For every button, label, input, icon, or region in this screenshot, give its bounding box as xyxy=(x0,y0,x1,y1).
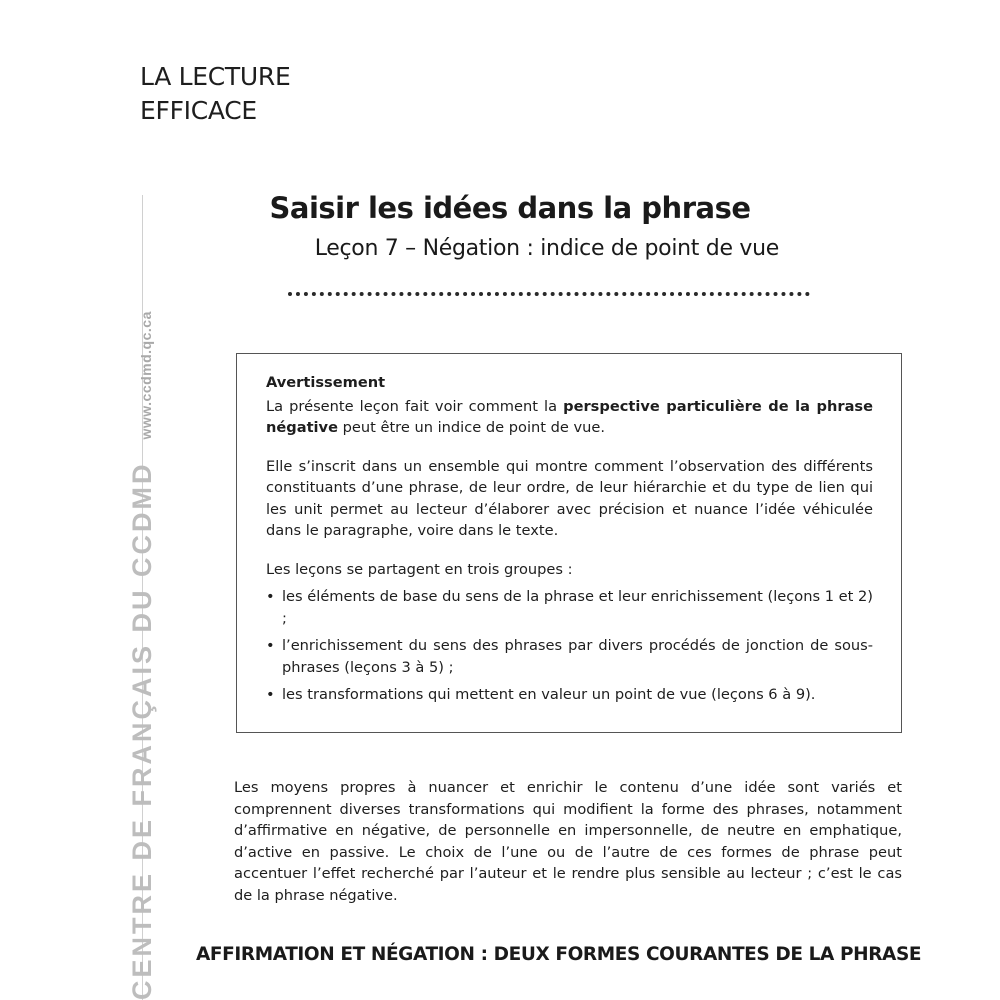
list-item xyxy=(266,586,873,629)
notice-box xyxy=(236,353,902,733)
bullet-icon: • xyxy=(266,637,275,654)
notice-paragraph-3: Les leçons se partagent en trois groupes : xyxy=(266,560,573,578)
page-title: Saisir les idées dans la phrase xyxy=(269,191,751,225)
list-item-text: les transformations qui mettent en valeur un point de vue (leçons 6 à 9). xyxy=(282,686,816,703)
sidebar-url: www.ccdmd.qc.ca xyxy=(138,311,154,440)
series-title-line-1: LA LECTURE xyxy=(140,62,291,91)
notice-p1-bold: perspective particulière de la phrase négative xyxy=(266,397,874,436)
notice-heading: Avertissement xyxy=(266,374,386,391)
notice-paragraph-1 xyxy=(266,396,873,439)
notice-p1-text-end: peut être un indice de point de vue. xyxy=(337,419,605,436)
bullet-icon: • xyxy=(266,588,275,605)
sidebar-branding xyxy=(127,311,158,1000)
list-item xyxy=(266,635,873,678)
lesson-groups-list xyxy=(266,586,873,706)
lesson-subtitle: Leçon 7 – Négation : indice de point de vue xyxy=(314,236,779,261)
notice-p1-text: La présente leçon fait voir comment la xyxy=(266,397,564,415)
sidebar-brand: CENTRE DE FRANÇAIS DU CCDMD xyxy=(127,461,157,1000)
bullet-icon: • xyxy=(266,686,275,703)
notice-paragraph-2: Elle s’inscrit dans un ensemble qui montre comment l’observation des différents constituants d’une phrase, de leur ordre, de leur hiérarchie et du type de lien qui les unit permet au lecteur d’élaborer avec précision et nuance l’idée véhiculée dans le paragraphe, voire dans le texte. xyxy=(266,457,873,539)
intro-paragraph: Les moyens propres à nuancer et enrichir le contenu d’une idée sont variés et comprennent diverses transformations qui modifient la forme des phrases, notamment d’affirmative en négative, de personnelle en impersonnelle, de neutre en emphatique, d’active en passive. Le choix de l’une ou de l’autre de ces formes de phrase peut accentuer l’effet recherché par l’auteur et le rendre plus sensible au lecteur ; c’est le cas de la phrase négative. xyxy=(234,779,902,904)
list-item xyxy=(266,684,873,706)
dotted-divider xyxy=(288,282,810,296)
list-item-text: l’enrichissement du sens des phrases par divers procédés de jonction de sous-phrases (leçons 3 à 5) ; xyxy=(282,637,873,676)
page-title-block xyxy=(240,188,900,264)
series-title-line-2: EFFICACE xyxy=(140,96,257,125)
series-title xyxy=(140,60,290,128)
list-item-text: les éléments de base du sens de la phrase et leur enrichissement (leçons 1 et 2) ; xyxy=(282,588,873,627)
section-heading: AFFIRMATION ET NÉGATION : DEUX FORMES COURANTES DE LA PHRASE xyxy=(196,944,922,965)
